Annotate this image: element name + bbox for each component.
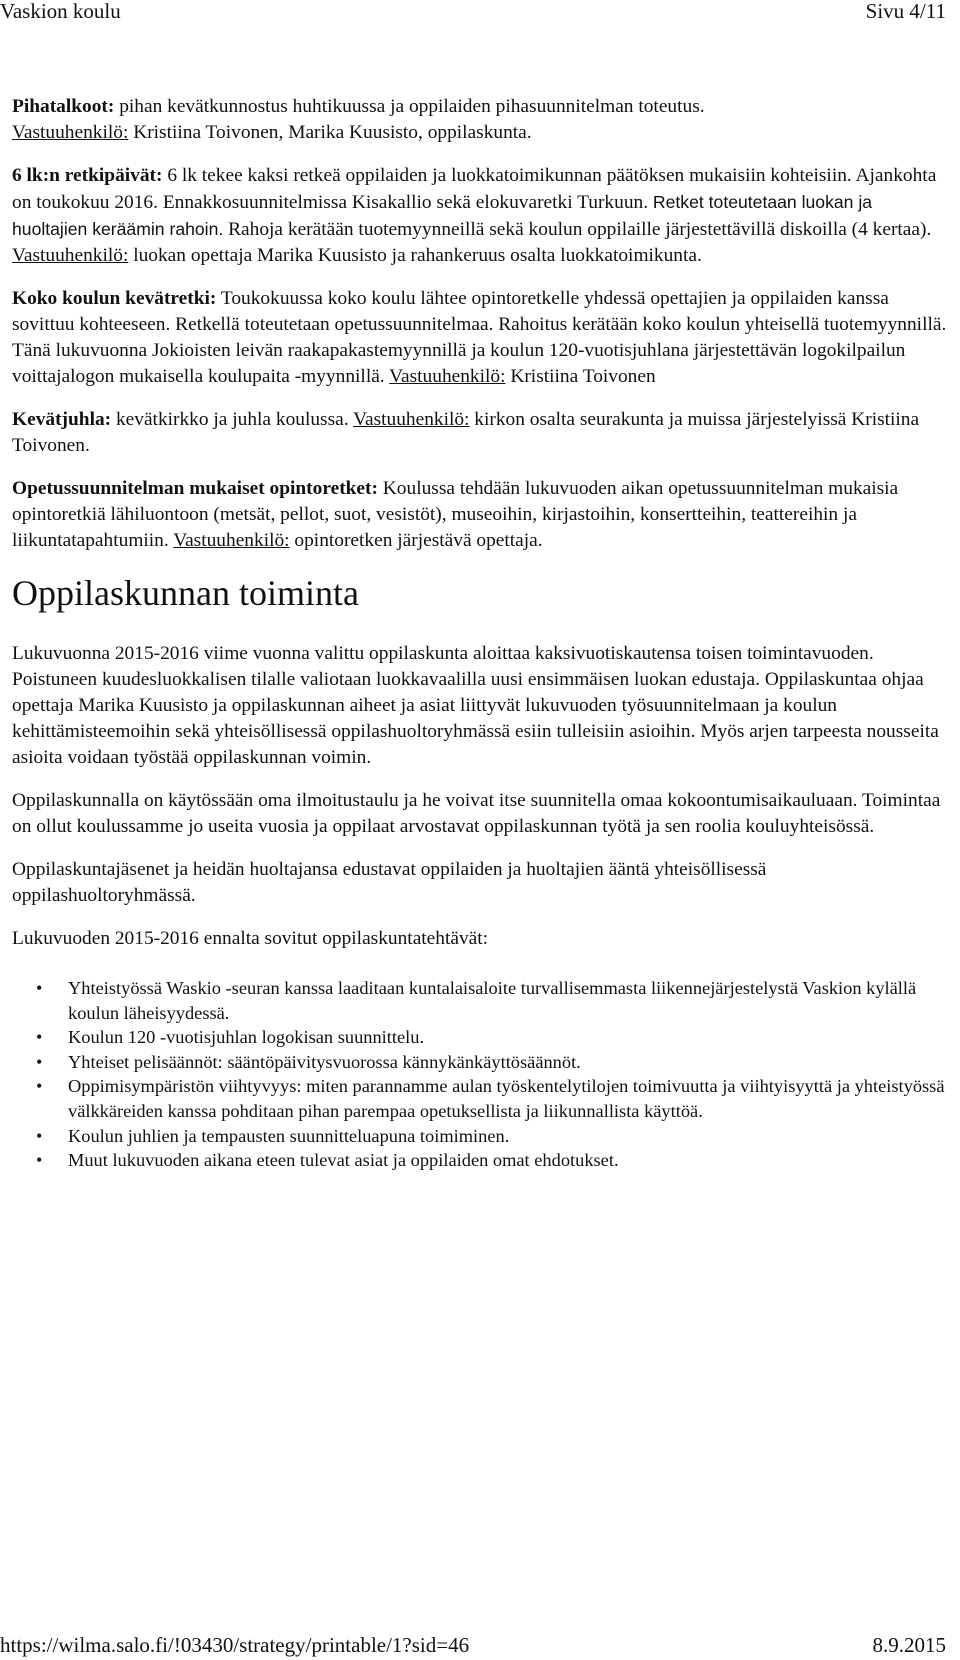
bullet-icon: • <box>36 1027 43 1048</box>
oppilaskunta-paragraph-4: Lukuvuoden 2015-2016 ennalta sovitut oppilaskuntatehtävät: <box>12 928 489 949</box>
section-retkipaivat <box>12 163 947 269</box>
opintoretket-resp-text: opintoretken järjestävä opettaja. <box>289 530 543 551</box>
oppilaskunta-paragraph-1: Lukuvuonna 2015-2016 viime vuonna valittu oppilaskunta aloittaa kaksivuotiskautensa toisen toimintavuoden. Poistuneen kuudesluokkalisen tilalle valiotaan luokkavaalilla uusi ensimmäisen luokan edustaja. Oppilaskuntaa ohjaa opettaja Marika Kuusisto ja oppilaskunnan aiheet ja asiat liittyvät lukuvuoden työsuunnitelmaan ja koulun kehittämisteemoihin sekä yhteisöllisessä oppilashuoltoryhmässä esiin tulleisiin asioihin. Myös arjen tarpeesta nousseita asioita voidaan työstää oppilaskunnan voimin. <box>12 643 939 768</box>
footer-url[interactable]: https://wilma.salo.fi/!03430/strategy/printable/1?sid=46 <box>0 1633 470 1657</box>
retkipaivat-text2: Rahoja kerätään tuotemyynneillä sekä koulun oppilaille järjestettävillä diskoilla (4 kertaa). <box>223 219 932 240</box>
pihatalkoot-text: pihan kevätkunnostus huhtikuussa ja oppilaiden pihasuunnitelman toteutus. <box>114 96 705 117</box>
retkipaivat-text: 6 lk tekee kaksi retkeä oppilaiden ja luokkatoimikunnan päätöksen mukaisiin kohteisiin. Ajankohta on toukokuu 2016. Ennakkosuunnitelmissa Kisakallio sekä elokuvaretki Turkuun. <box>12 165 937 213</box>
list-item <box>12 1050 947 1075</box>
task-text: Koulun 120 -vuotisjuhlan logokisan suunnittelu. <box>68 1027 425 1048</box>
retkipaivat-resp-label: Vastuuhenkilö: <box>12 245 129 266</box>
list-item <box>12 1025 947 1050</box>
kevatretki-resp-text: Kristiina Toivonen <box>505 366 656 387</box>
task-list <box>12 976 947 1173</box>
bullet-icon: • <box>36 1150 43 1171</box>
bullet-icon: • <box>36 978 43 998</box>
footer-date: 8.9.2015 <box>872 1633 946 1657</box>
bullet-icon: • <box>36 1051 43 1072</box>
heading-oppilaskunnan-toiminta: Oppilaskunnan toiminta <box>12 573 359 613</box>
document-body <box>12 94 947 1173</box>
task-text: Yhteistyössä Waskio -seuran kanssa laaditaan kuntalaisaloite turvallisemmasta liikennejärjestelystä Vaskion kylällä koulun läheisyydessä. <box>68 978 917 1023</box>
opintoretket-resp-label: Vastuuhenkilö: <box>173 530 290 551</box>
task-text: Yhteiset pelisäännöt: sääntöpäivitysvuorossa kännykänkäyttösäännöt. <box>68 1051 581 1072</box>
list-item <box>12 1148 947 1173</box>
list-item <box>12 976 947 1025</box>
retkipaivat-sans-text: Retket toteutetaan luokan ja huoltajien keräämin rahoin. <box>12 192 873 239</box>
kevatjuhla-resp-text: kirkon osalta seurakunta ja muissa järjestelyissä Kristiina Toivonen. <box>12 409 920 456</box>
section-pihatalkoot <box>12 94 947 146</box>
retkipaivat-label: 6 lk:n retkipäivät: <box>12 165 163 186</box>
list-item <box>12 1124 947 1149</box>
task-text: Koulun juhlien ja tempausten suunnitteluapuna toimiminen. <box>68 1125 510 1146</box>
section-opintoretket <box>12 476 947 554</box>
kevatjuhla-label: Kevätjuhla: <box>12 409 112 430</box>
list-item <box>12 1074 947 1123</box>
pihatalkoot-label: Pihatalkoot: <box>12 96 115 117</box>
section-kevatretki <box>12 286 947 390</box>
kevatretki-text: Toukokuussa koko koulu lähtee opintoretkelle yhdessä opettajien ja oppilaiden kanssa sovittuu kohteeseen. Retkellä toteutetaan opetussuunnitelmaa. Rahoitus kerätään koko koulun yhteisellä tuotemyynnillä. Tänä lukuvuonna Jokioisten leivän raakapakastemyynnillä ja koulun 120-vuotisjuhlana järjestettävän logokilpailun voittajalogon mukaisella koulupaita -myynnillä. <box>12 288 947 387</box>
oppilaskunta-paragraph-2: Oppilaskunnalla on käytössään oma ilmoitustaulu ja he voivat itse suunnitella omaa kokoontumisaikauluaan. Toimintaa on ollut koulussamme jo useita vuosia ja oppilaat arvostavat oppilaskunnan työtä ja sen roolia kouluyhteisössä. <box>12 790 941 837</box>
oppilaskunta-paragraph-3: Oppilaskuntajäsenet ja heidän huoltajansa edustavat oppilaiden ja huoltajien ääntä yhteisöllisessä oppilashuoltoryhmässä. <box>12 859 767 906</box>
bullet-icon: • <box>36 1125 43 1146</box>
bullet-icon: • <box>36 1076 43 1097</box>
kevatretki-resp-label: Vastuuhenkilö: <box>389 366 506 387</box>
section-kevatjuhla <box>12 407 947 459</box>
task-text: Muut lukuvuoden aikana eteen tulevat asiat ja oppilaiden omat ehdotukset. <box>68 1150 619 1171</box>
kevatjuhla-text: kevätkirkko ja juhla koulussa. <box>111 409 354 430</box>
kevatjuhla-resp-label: Vastuuhenkilö: <box>353 409 470 430</box>
pihatalkoot-resp-text: Kristiina Toivonen, Marika Kuusisto, oppilaskunta. <box>128 122 532 143</box>
page-number: Sivu 4/11 <box>865 0 946 23</box>
opintoretket-label: Opetussuunnitelman mukaiset opintoretket: <box>12 478 378 499</box>
pihatalkoot-resp-label: Vastuuhenkilö: <box>12 122 129 143</box>
task-text: Oppimisympäristön viihtyvyys: miten parannamme aulan työskentelytilojen toimivuutta ja viihtyisyyttä ja yhteistyössä välkkäreiden kanssa pohditaan pihan parempaa opetuksellista ja liikunnallista käyttöä. <box>68 1076 945 1121</box>
retkipaivat-resp-text: luokan opettaja Marika Kuusisto ja rahankeruus osalta luokkatoimikunta. <box>128 245 702 266</box>
opintoretket-text: Koulussa tehdään lukuvuoden aikan opetussuunnitelman mukaisia opintoretkiä lähiluontoon (metsät, pellot, suot, vesistöt), museoihin, kirjastoihin, konsertteihin, teattereihin ja liikuntatapahtumiin. <box>12 478 899 551</box>
school-name: Vaskion koulu <box>0 0 121 23</box>
kevatretki-label: Koko koulun kevätretki: <box>12 288 217 309</box>
